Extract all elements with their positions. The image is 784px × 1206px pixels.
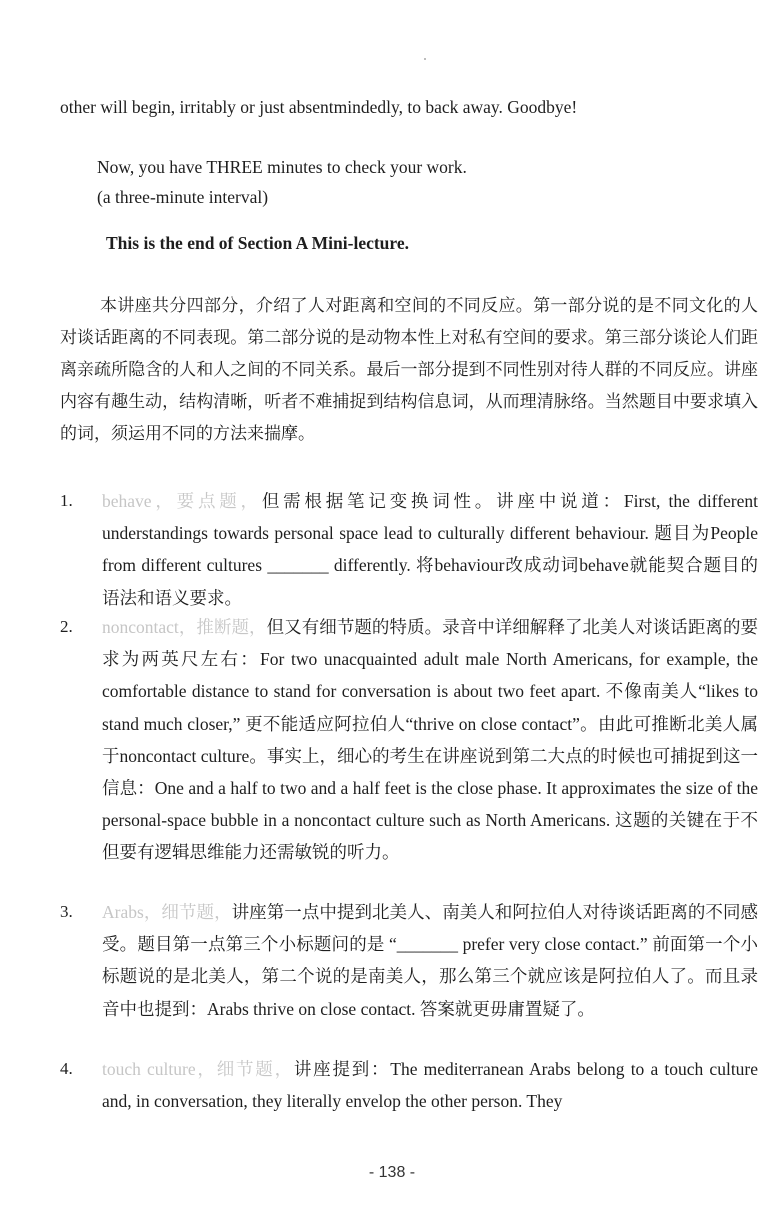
- instruction-line-1: Now, you have THREE minutes to check your work.: [97, 157, 467, 177]
- scan-speck: [424, 58, 426, 60]
- item-type: 细节题: [161, 902, 215, 922]
- section-end-heading: This is the end of Section A Mini-lecture.: [106, 233, 410, 253]
- item-number: 1.: [60, 491, 73, 510]
- item-type: 推断题: [196, 617, 250, 637]
- item-answer: noncontact: [102, 617, 179, 637]
- item-text: 讲座提到：The mediterranean Arabs belong to a touch culture and, in conversation, they literally envelop the other person. They: [102, 1059, 759, 1112]
- item-body: touch culture，细节题，讲座提到：The mediterranean Arabs belong to a touch culture and, in conversation, they literally envelop the other person. They: [102, 1059, 759, 1112]
- page-number: - 138 -: [368, 1164, 416, 1181]
- item-number: 2.: [60, 617, 73, 636]
- item-answer: touch culture: [102, 1059, 196, 1079]
- top-line: other will begin, irritably or just absentmindedly, to back away. Goodbye!: [60, 97, 578, 117]
- item-text: 但需根据笔记变换词性。讲座中说道：First, the different understandings towards personal space lead to culturally different behaviour. 题目为People from different cultures _______ differently. 将behaviour改成动词behave就能契合题目的语法和语义要求。: [102, 491, 758, 608]
- item-body: noncontact，推断题，但又有细节题的特质。录音中详细解释了北美人对谈话距离的要求为两英尺左右：For two unacquainted adult male North Americans, for example, the comfortable distance to stand for conversation is about two feet apart. 不像南美人“likes to stand much closer,” 更不能适应阿拉伯人“thrive on close contact”。由此可推断北美人属于noncontact culture。事实上，细心的考生在讲座说到第二大点的时候也可捕捉到这一信息：One and a half to two and a half feet is the close phase. It approximates the size of the personal-space bubble in a noncontact culture such as North Americans. 这题的关键在于不但要有逻辑思维能力还需敏锐的听力。: [102, 617, 759, 863]
- summary-paragraph: 本讲座共分四部分，介绍了人对距离和空间的不同反应。第一部分说的是不同文化的人对谈话距离的不同表现。第二部分说的是动物本性上对私有空间的要求。第三部分谈论人们距离亲疏所隐含的人和人之间的不同关系。最后一部分提到不同性别对待人群的不同反应。讲座内容有趣生动，结构清晰，听者不难捕捉到结构信息词，从而理清脉络。当然题目中要求填入的词，须运用不同的方法来揣摩。: [60, 296, 758, 443]
- item-body: Arabs，细节题，讲座第一点中提到北美人、南美人和阿拉伯人对待谈话距离的不同感受。题目第一点第三个小标题问的是 “_______ prefer very close contact.” 前面第一个小标题说的是北美人，第二个说的是南美人，那么第三个就应该是阿拉伯人了。而且录音中也提到：Arabs thrive on close contact. 答案就更毋庸置疑了。: [102, 902, 759, 1019]
- instruction-line-2: (a three-minute interval): [97, 187, 269, 207]
- item-type: 细节题: [216, 1059, 275, 1079]
- item-answer: Arabs: [102, 902, 144, 922]
- item-text: 讲座第一点中提到北美人、南美人和阿拉伯人对待谈话距离的不同感受。题目第一点第三个小标题问的是 “_______ prefer very close contact.” 前面第一个小标题说的是北美人，第二个说的是南美人，那么第三个就应该是阿拉伯人了。而且录音中也提到：Arabs thrive on close contact. 答案就更毋庸置疑了。: [102, 902, 759, 1019]
- item-number: 3.: [60, 902, 73, 921]
- item-body: behave，要点题，但需根据笔记变换词性。讲座中说道：First, the different understandings towards personal space lead to culturally different behaviour. 题目为People from different cultures _______ differently. 将behaviour改成动词behave就能契合题目的语法和语义要求。: [102, 491, 758, 608]
- item-text: 但又有细节题的特质。录音中详细解释了北美人对谈话距离的要求为两英尺左右：For two unacquainted adult male North Americans, for example, the comfortable distance to stand for conversation is about two feet apart. 不像南美人“likes to stand much closer,” 更不能适应阿拉伯人“thrive on close contact”。由此可推断北美人属于noncontact culture。事实上，细心的考生在讲座说到第二大点的时候也可捕捉到这一信息：One and a half to two and a half feet is the close phase. It approximates the size of the personal-space bubble in a noncontact culture such as North Americans. 这题的关键在于不但要有逻辑思维能力还需敏锐的听力。: [102, 617, 759, 863]
- item-answer: behave: [102, 491, 152, 511]
- item-number: 4.: [60, 1059, 73, 1078]
- item-type: 要点题: [176, 491, 241, 511]
